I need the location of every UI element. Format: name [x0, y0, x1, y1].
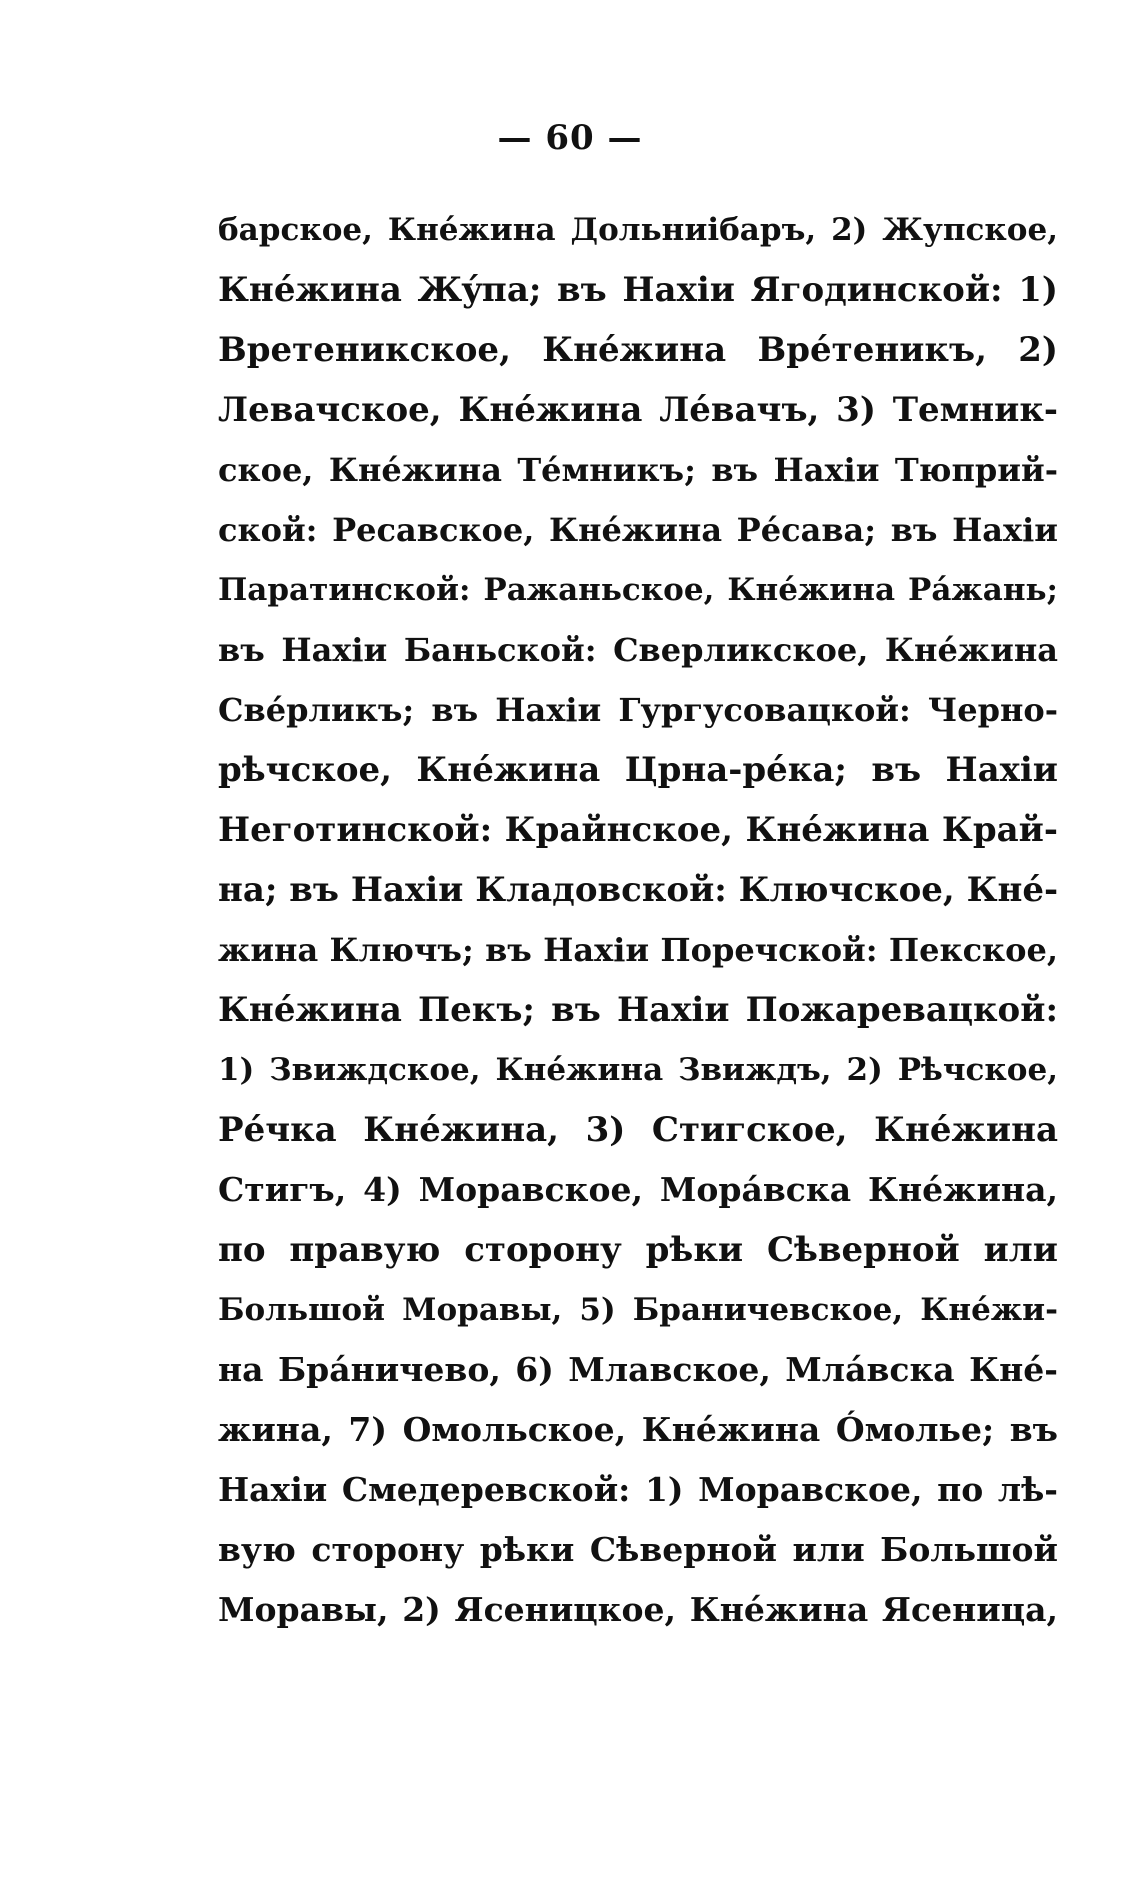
- text-line: 1) Звиждское, Кнéжина Звиждъ, 2) Рѣчское,: [218, 1052, 1058, 1088]
- text-line: Паратинской: Ражаньское, Кнéжина Рáжань;: [218, 572, 1058, 608]
- text-line: рѣчское, Кнéжина Црна-рéка; въ Нахiи: [218, 750, 1058, 790]
- text-line: Вретеникское, Кнéжина Врéтеникъ, 2): [218, 330, 1058, 370]
- page-number: — 60 —: [497, 118, 643, 158]
- text-line: Свéрликъ; въ Нахiи Гургусовацкой: Черно-: [218, 691, 1058, 729]
- text-line: жина Ключъ; въ Нахiи Поречской: Пекское,: [218, 931, 1058, 969]
- text-line: Кнéжина Жýпа; въ Нахiи Ягодинской: 1): [218, 270, 1058, 310]
- text-line: Моравы, 2) Ясеницкое, Кнéжина Ясеница,: [218, 1590, 1058, 1629]
- text-line: на; въ Нахiи Кладовской: Ключское, Кнé-: [218, 870, 1058, 910]
- text-line: жина, 7) Омольское, Кнéжина Óмолье; въ: [218, 1410, 1058, 1449]
- body-text: [218, 200, 1058, 1640]
- text-line: барское, Кнéжина Дольниiбаръ, 2) Жупское,: [218, 212, 1058, 248]
- text-line: въ Нахiи Баньской: Сверликское, Кнéжина: [218, 631, 1058, 669]
- text-line: Рéчка Кнéжина, 3) Стигское, Кнéжина: [218, 1110, 1058, 1150]
- text-line: Кнéжина Пекъ; въ Нахiи Пожаревацкой:: [218, 990, 1058, 1030]
- text-line: Нахiи Смедеревской: 1) Моравское, по лѣ-: [218, 1470, 1058, 1509]
- text-line: на Брáничево, 6) Млавское, Млáвска Кнé-: [218, 1350, 1058, 1389]
- text-line: ское, Кнéжина Тéмникъ; въ Нахiи Тюприй-: [218, 451, 1058, 489]
- text-line: по правую сторону рѣки Сѣверной или: [218, 1230, 1058, 1270]
- text-line: Неготинской: Крайнское, Кнéжина Край-: [218, 810, 1058, 850]
- text-line: вую сторону рѣки Сѣверной или Большой: [218, 1530, 1058, 1569]
- text-line: ской: Ресавское, Кнéжина Рéсава; въ Нахiи: [218, 511, 1058, 549]
- text-line: Большой Моравы, 5) Браничевское, Кнéжи-: [218, 1292, 1058, 1328]
- text-line: Стигъ, 4) Моравское, Морáвска Кнéжина,: [218, 1170, 1058, 1209]
- text-line: Левачское, Кнéжина Лéвачъ, 3) Темник-: [218, 390, 1058, 430]
